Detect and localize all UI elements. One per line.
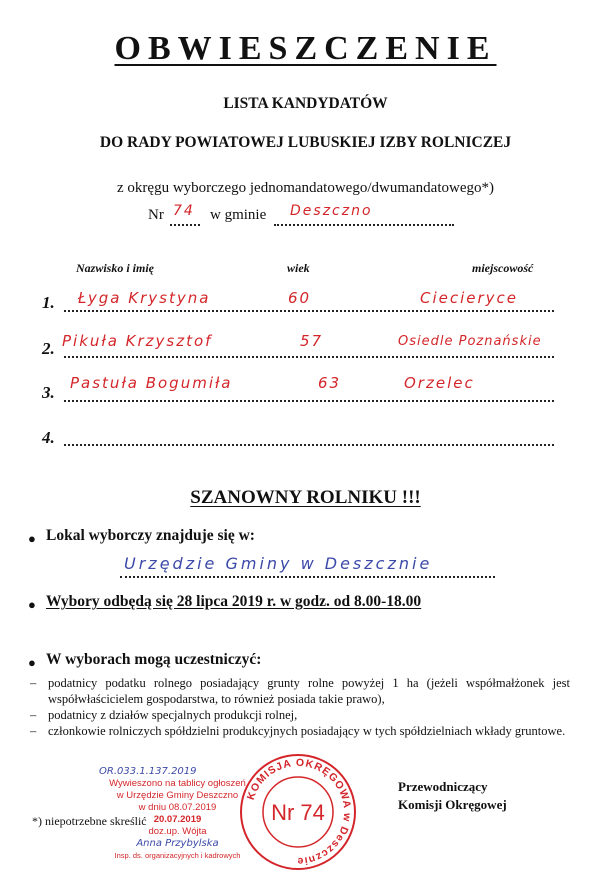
row-number: 1. [42,293,55,312]
seal-icon [238,752,358,872]
candidate-age: 60 [288,289,312,307]
who-list [30,675,570,739]
row-number: 3. [42,383,55,402]
gmina-dots [274,224,454,226]
lokal-label: Lokal wyborczy znajduje się w: [46,527,255,544]
row-dots [64,400,554,402]
nr-dots [170,224,200,226]
commission-seal [238,752,358,872]
nr-label: Nr [148,207,164,223]
stamp-line: w dniu 08.07.2019 [138,802,217,813]
wybory-line: Wybory odbędą się 28 lipca 2019 r. w godz. od 8.00-18.00 [46,593,422,610]
row-number: 4. [42,428,55,447]
chair-title: Przewodniczący [398,779,488,794]
header-age: wiek [287,261,310,275]
stamp-line: 20.07.2019 [153,814,202,825]
stamp-signer-role: Insp. ds. organizacyjnych i kadrowych [114,851,241,860]
header-place: miejscowość [472,261,534,275]
candidate-place: Orzelec [404,374,475,392]
candidate-name: Pikuła Krzysztof [62,332,213,350]
district-line: z okręgu wyborczego jednomandatowego/dwumandatowego*) [117,180,494,196]
stamp-line: Wywieszono na tablicy ogłoszeń [109,778,246,789]
gmina-label: w gminie [210,207,267,223]
candidate-age: 57 [300,332,324,350]
stamp-ref: OR.033.1.137.2019 [99,766,197,777]
bullet-icon: ● [28,655,36,670]
header-name: Nazwisko i imię [76,261,155,275]
gmina-value: Deszczno [290,203,373,219]
stamp-line: doz.up. Wójta [148,826,207,837]
list-item: – podatnicy z działów specjalnych produkcji rolnej, [30,707,570,723]
chair-signature-block [398,778,507,814]
list-item: – członkowie rolniczych spółdzielni produkcyjnych posiadający w tych spółdzielniach wkłady gruntowe. [30,723,570,739]
greeting: SZANOWNY ROLNIKU !!! [190,487,421,508]
row-dots [64,444,554,446]
bullet-icon: ● [28,597,36,612]
candidate-place: Ciecieryce [420,289,519,307]
list-item: – podatnicy podatku rolnego posiadający grunty rolne powyżej 1 ha (jeżeli współmałżonek jest współwłaścicielem gospodarstwa, to również posiada takie prawo), [30,675,570,707]
footnote: *) niepotrzebne skreślić [32,814,147,828]
lokal-value: Urzędzie Gminy w Deszcznie [124,554,433,573]
candidate-age: 63 [318,374,342,392]
heading-council: DO RADY POWIATOWEJ LUBUSKIEJ IZBY ROLNICZEJ [99,134,512,151]
document-title: OBWIESZCZENIE [114,30,497,67]
chair-commission: Komisji Okręgowej [398,797,507,812]
seal-center-text: Nr 74 [271,800,325,825]
row-number: 2. [42,339,55,358]
stamp-line: w Urzędzie Gminy Deszczno [116,790,239,801]
bullet-icon: ● [28,531,36,546]
heading-candidates: LISTA KANDYDATÓW [223,95,388,112]
seal-ring-text: KOMISJA OKRĘGOWA w Deszcznie [244,756,354,868]
lokal-dots [120,576,495,578]
stamp-signer: Anna Przybylska [136,838,219,849]
candidate-name: Łyga Krystyna [78,289,211,307]
row-dots [64,356,554,358]
nr-value: 74 [173,203,195,219]
posting-stamp [95,766,260,862]
candidate-name: Pastuła Bogumiła [70,374,233,392]
who-label: W wyborach mogą uczestniczyć: [46,651,262,668]
candidate-place: Osiedle Poznańskie [398,334,542,349]
row-dots [64,310,554,312]
